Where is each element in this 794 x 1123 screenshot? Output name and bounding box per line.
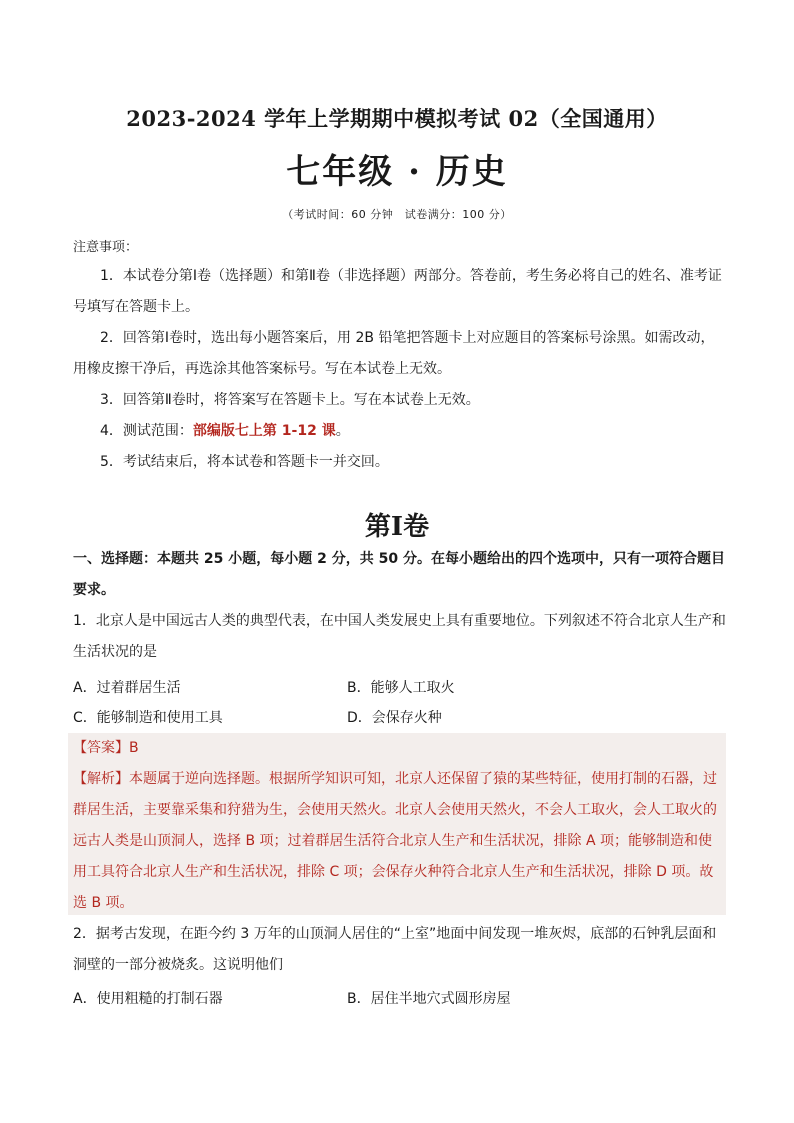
note-item-5-text: 5．考试结束后，将本试卷和答题卡一并交回。 xyxy=(100,454,389,470)
question-1-answer: 【答案】B xyxy=(73,740,139,756)
note-item-1 xyxy=(73,261,723,323)
question-1-analysis: 【解析】本题属于逆向选择题。根据所学知识可知，北京人还保留了猿的某些特征，使用打制的石器，过群居生活，主要靠采集和狩猎为生，会使用天然火。北京人会使用天然火，不会人工取火，会人工取火的远古人类是山顶洞人，选择 B 项；过着群居生活符合北京人生产和生活状况，排除 A 项；能够制造和使用工具符合北京人生产和生活状况，排除 C 项；会保存火种符合北京人生产和生活状况，排除 D 项。故选 B 项。 xyxy=(73,771,717,911)
note-item-1-text: 1．本试卷分第Ⅰ卷（选择题）和第Ⅱ卷（非选择题）两部分。答卷前，考生务必将自己的姓名、准考证号填写在答题卡上。 xyxy=(73,268,722,315)
question-1-option-b: B．能够人工取火 xyxy=(347,680,455,696)
note-item-2-text: 2．回答第Ⅰ卷时，选出每小题答案后，用 2B 铅笔把答题卡上对应题目的答案标号涂黑。如需改动，用橡皮擦干净后，再选涂其他答案标号。写在本试卷上无效。 xyxy=(73,330,715,377)
note-item-3 xyxy=(73,385,723,416)
exam-info: （考试时间：60 分钟 试卷满分：100 分） xyxy=(282,208,512,221)
question-2-option-b: B．居住半地穴式圆形房屋 xyxy=(347,991,511,1007)
note-item-2 xyxy=(73,323,723,385)
note-item-4-prefix: 4．测试范围： xyxy=(100,423,193,439)
question-2-stem: 2．据考古发现，在距今约 3 万年的山顶洞人居住的“上室”地面中间发现一堆灰烬，底部的石钟乳层面和洞壁的一部分被烧炙。这说明他们 xyxy=(73,926,717,973)
note-item-3-text: 3．回答第Ⅱ卷时，将答案写在答题卡上。写在本试卷上无效。 xyxy=(100,392,480,408)
question-2-option-a: A．使用粗糙的打制石器 xyxy=(73,991,223,1007)
notes-heading: 注意事项： xyxy=(73,240,139,255)
question-1-option-c: C．能够制造和使用工具 xyxy=(73,710,223,726)
note-item-5 xyxy=(73,447,723,478)
question-1-option-a: A．过着群居生活 xyxy=(73,680,181,696)
note-item-4 xyxy=(73,416,723,447)
subject-title: 七年级 · 历史 xyxy=(286,152,508,192)
section-instructions: 一、选择题：本题共 25 小题，每小题 2 分，共 50 分。在每小题给出的四个选项中，只有一项符合题目要求。 xyxy=(73,551,725,598)
test-scope: 部编版七上第 1-12 课 xyxy=(192,423,336,439)
exam-title: 2023-2024 学年上学期期中模拟考试 02（全国通用） xyxy=(126,106,668,131)
question-1-option-d: D．会保存火种 xyxy=(347,710,442,726)
note-item-4-suffix: 。 xyxy=(335,423,350,439)
question-1-stem: 1．北京人是中国远古人类的典型代表，在中国人类发展史上具有重要地位。下列叙述不符合北京人生产和生活状况的是 xyxy=(73,613,726,660)
section-title: 第Ⅰ卷 xyxy=(364,512,430,542)
